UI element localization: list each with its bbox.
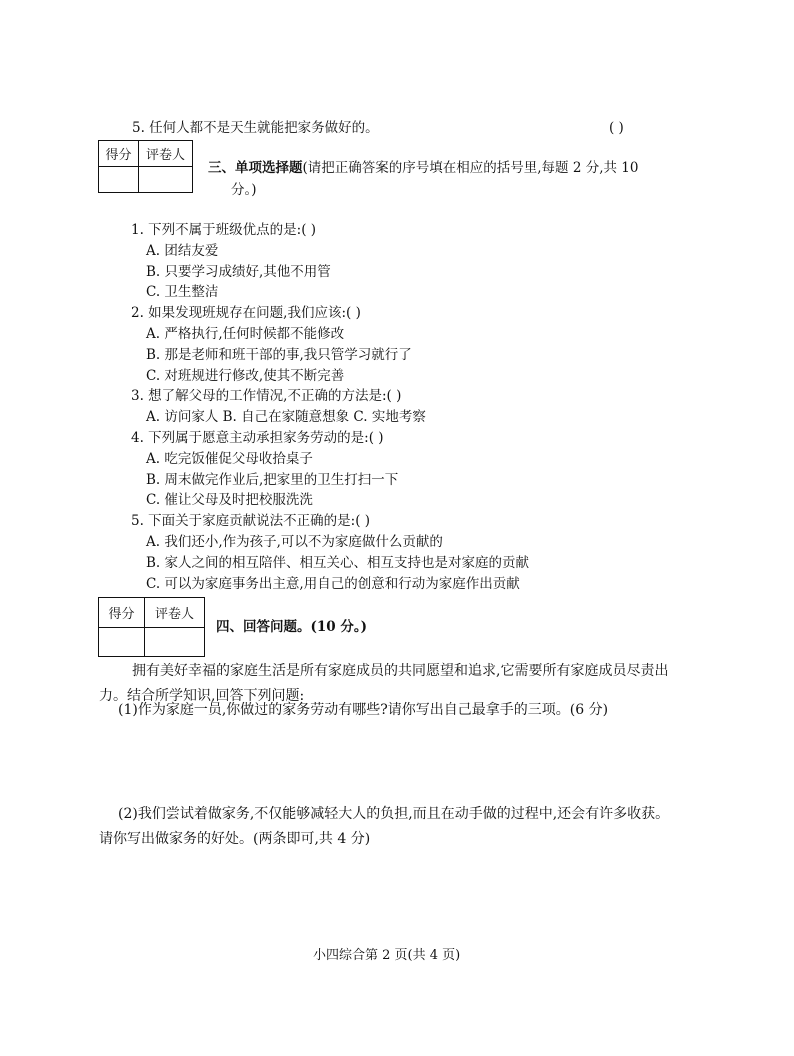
tf-question-5: [132, 119, 379, 138]
score-cell[interactable]: [99, 167, 139, 193]
section3-heading: [208, 159, 639, 178]
mcq-option: A. 访问家人 B. 自己在家随意想象 C. 实地考察: [146, 409, 426, 426]
mcq-option: A. 我们还小,作为孩子,可以不为家庭做什么贡献的: [146, 534, 443, 550]
mcq-option: A. 团结友爱: [146, 242, 219, 259]
mcq-option: B. 家人之间的相互陪伴、相互关心、相互支持也是对家庭的贡献: [146, 554, 530, 571]
mcq-question-stem: 3. 想了解父母的工作情况,不正确的方法是:( ): [131, 388, 402, 405]
grader-label: 评卷人: [145, 598, 205, 628]
mcq-option: A. 吃完饭催促父母收拾桌子: [146, 450, 313, 467]
grader-cell[interactable]: [145, 628, 205, 657]
score-cell[interactable]: [99, 628, 145, 657]
mcq-option: C. 对班规进行修改,使其不断完善: [146, 367, 345, 384]
mcq-option: B. 只要学习成绩好,其他不用管: [146, 263, 331, 280]
mcq-option: B. 周末做完作业后,把家里的卫生打扫一下: [146, 471, 399, 488]
score-box-section4: [98, 597, 205, 657]
grader-label: 评卷人: [139, 141, 193, 167]
mcq-option: A. 严格执行,任何时候都不能修改: [146, 326, 345, 342]
score-label: 得分: [99, 598, 145, 628]
section3-instruction-line2: 分。): [231, 182, 257, 198]
section4-question-2: (2)我们尝试着做家务,不仅能够减轻大人的负担,而且在动手做的过程中,还会有许多收获。请你写出做家务的好处。(两条即可,共 4 分): [99, 806, 670, 847]
mcq-question-stem: 1. 下列不属于班级优点的是:( ): [131, 222, 317, 238]
mcq-option: C. 可以为家庭事务出主意,用自己的创意和行动为家庭作出贡献: [146, 575, 520, 592]
tf-question-5-answer-paren: ( ): [609, 120, 624, 136]
score-label: 得分: [99, 141, 139, 167]
mcq-question-stem: 2. 如果发现班规存在问题,我们应该:( ): [131, 305, 361, 322]
mcq-question-stem: 5. 下面关于家庭贡献说法不正确的是:( ): [131, 513, 371, 530]
mcq-option: B. 那是老师和班干部的事,我只管学习就行了: [146, 346, 412, 363]
page-footer: 小四综合第 2 页(共 4 页): [313, 948, 461, 963]
mcq-option: C. 卫生整洁: [146, 284, 219, 301]
section4-intro: 拥有美好幸福的家庭生活是所有家庭成员的共同愿望和追求,它需要所有家庭成员尽责出力。结合所学知识,回答下列问题:: [99, 663, 669, 704]
section3-instruction-line1: (请把正确答案的序号填在相应的括号里,每题 2 分,共 10: [302, 160, 639, 176]
score-box-section3: [98, 140, 193, 193]
mcq-option: C. 催让父母及时把校服洗洗: [146, 492, 313, 509]
tf-question-5-text: 5. 任何人都不是天生就能把家务做好的。: [132, 120, 379, 136]
section4-title: 四、回答问题。(10 分。): [216, 619, 368, 635]
section4-question-1: (1)作为家庭一员,你做过的家务劳动有哪些?请你写出自己最拿手的三项。(6 分): [118, 702, 609, 718]
grader-cell[interactable]: [139, 167, 193, 193]
mcq-question-stem: 4. 下列属于愿意主动承担家务劳动的是:( ): [131, 430, 384, 446]
section3-title: 三、单项选择题: [208, 160, 303, 176]
